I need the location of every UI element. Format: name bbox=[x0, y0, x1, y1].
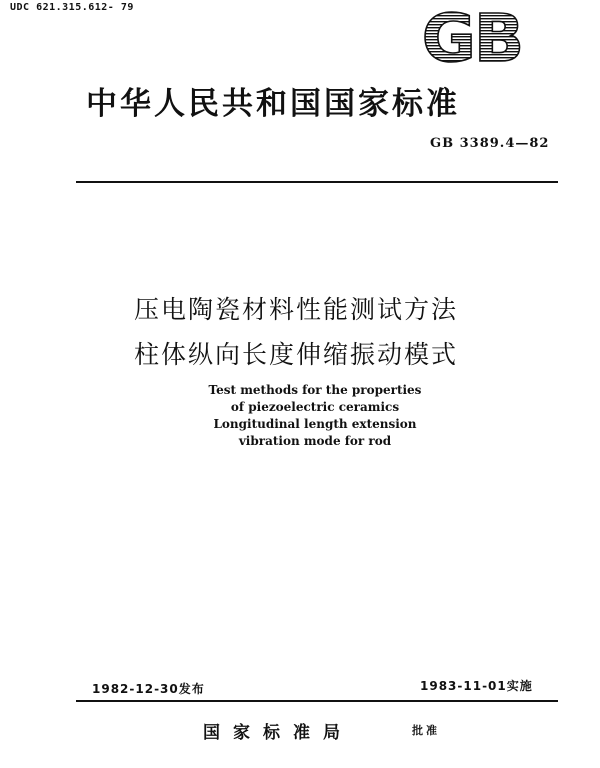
gb-logo-letters: GB bbox=[421, 6, 523, 68]
chinese-title-line-2: 柱体纵向长度伸缩振动模式 bbox=[134, 340, 459, 369]
issuing-authority: 国家标准局 bbox=[203, 723, 353, 743]
national-standard-title: 中华人民共和国国家标准 bbox=[86, 86, 460, 122]
effective-date: 1983-11-01实施 bbox=[420, 679, 533, 693]
english-title-line: Test methods for the properties bbox=[208, 383, 422, 397]
udc-code: UDC 621.315.612- 79 bbox=[10, 2, 134, 13]
gb-logo bbox=[412, 6, 532, 68]
header-divider bbox=[76, 181, 558, 183]
issue-date: 1982-12-30发布 bbox=[92, 682, 205, 696]
standard-number: GB 3389.4—82 bbox=[430, 136, 550, 151]
footer-divider bbox=[76, 700, 558, 702]
english-title-line: Longitudinal length extension bbox=[213, 417, 417, 431]
chinese-title-line-1: 压电陶瓷材料性能测试方法 bbox=[134, 295, 459, 324]
english-title-line: vibration mode for rod bbox=[238, 434, 392, 448]
approval-label: 批准 bbox=[412, 724, 440, 737]
english-title-line: of piezoelectric ceramics bbox=[230, 400, 400, 414]
english-title bbox=[150, 382, 480, 450]
